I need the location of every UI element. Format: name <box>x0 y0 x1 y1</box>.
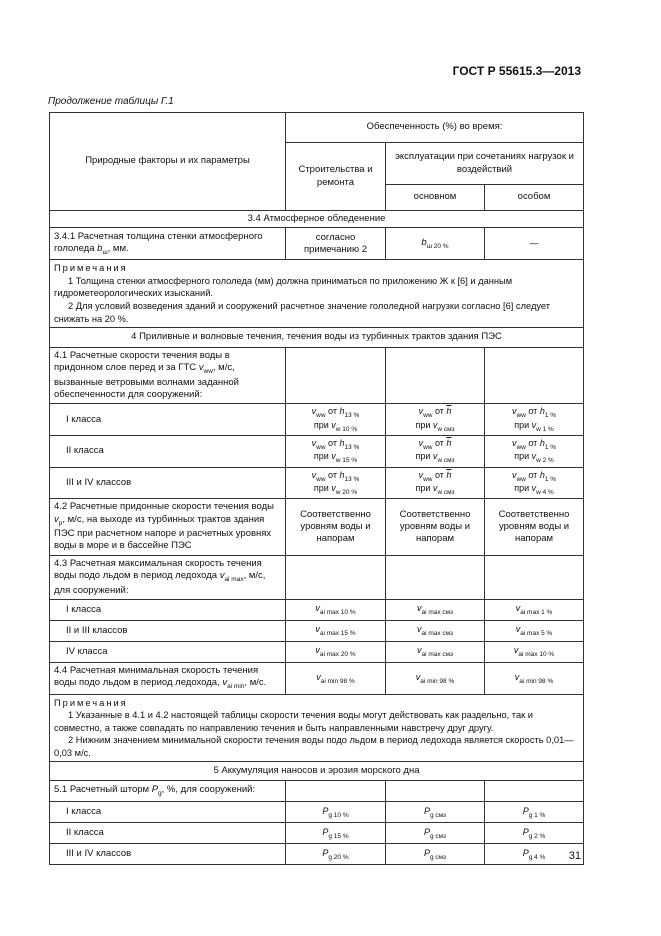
cell-special: — <box>485 228 584 260</box>
note-1: 1 Указанные в 4.1 и 4.2 настоящей таблицы скорости течения воды могут действовать как раздельно, так и совместно, а также совпадать по направлению течения и быть направленными навстречу друг другу. <box>54 710 533 733</box>
value-cell: $v_{ai min 98 \%}$ <box>485 663 584 695</box>
value-cell: $v_{ww}$ от $\overline{h}$ при $v_{w смз}$ <box>386 404 485 436</box>
class-label: I класса <box>50 802 286 823</box>
value-cell: $v_{ai max 10 \%}$ <box>286 600 386 621</box>
value-cell: $v_{ai max 5 \%}$ <box>485 621 584 642</box>
value-cell: $v_{ai min 98 \%}$ <box>286 663 386 695</box>
class-label: III и IV классов <box>50 844 286 865</box>
row-label: 4.4 Расчетная минимальная скорость течения воды подо льдом в период ледохода, $v_{ai min}$, м/с. <box>50 663 286 695</box>
value-cell: $P_{g 1 \%}$ <box>485 802 584 823</box>
row-label: 4.3 Расчетная максимальная скорость течения воды подо льдом в период ледохода $v_{ai max}$, м/с, для сооружений: <box>50 556 286 600</box>
row-label: 4.2 Расчетные придонные скорости течения воды $v_p$, м/с, на выходе из турбинных трактов здания ПЭС при расчетном напоре и расчетных уровнях воды в море и в бассейне ПЭС <box>50 499 286 556</box>
header-provision: Обеспеченность (%) во время: <box>286 113 584 143</box>
cell-basic: $b_{ш 20 \%}$ <box>386 228 485 260</box>
note-2: 2 Нижним значением минимальной скорости течения воды подо льдом в период ледохода является скорость 0,01—0,03 м/с. <box>54 735 574 758</box>
row-label: 5.1 Расчетный шторм $P_g$, %, для сооружений: <box>50 781 286 802</box>
page-number: 31 <box>568 850 581 862</box>
value-cell: $v_{ai max 20 \%}$ <box>286 642 386 663</box>
value-cell: $v_{ai max 1 \%}$ <box>485 600 584 621</box>
value-cell: $v_{ww}$ от $h_{1 \%}$ при $v_{w 2 \%}$ <box>485 435 584 467</box>
value-cell: $v_{ww}$ от $h_{13 \%}$ при $v_{w 15 \%}$ <box>286 435 386 467</box>
value-cell: $v_{ai max 10 \%}$ <box>485 642 584 663</box>
row-label: 4.1 Расчетные скорости течения воды в придонном слое перед и за ГТС $v_{ww}$, м/с, вызванные ветровыми волнами заданной обеспеченности для сооружений: <box>50 348 286 404</box>
value-cell: $P_{g 10 \%}$ <box>286 802 386 823</box>
value-cell: $v_{ai max смз}$ <box>386 642 485 663</box>
class-label: IV класса <box>50 642 286 663</box>
value-cell: $v_{ww}$ от $h_{1 \%}$ при $v_{w 4 \%}$ <box>485 467 584 499</box>
header-basic: основном <box>386 185 485 211</box>
class-label: II и III классов <box>50 621 286 642</box>
class-label: II класса <box>50 823 286 844</box>
notes-block <box>50 694 584 762</box>
class-label: I класса <box>50 404 286 436</box>
value-cell: $v_{ai max смз}$ <box>386 621 485 642</box>
header-construction: Строительства и ремонта <box>286 143 386 211</box>
notes-block <box>50 260 584 328</box>
note-2: 2 Для условий возведения зданий и сооружений расчетное значение гололедной нагрузки согласно [6] следует снижать на 20 %. <box>54 300 551 324</box>
value-cell: $v_{ai min 98 \%}$ <box>386 663 485 695</box>
standard-number: ГОСТ Р 55615.3—2013 <box>452 64 581 78</box>
class-label: III и IV классов <box>50 467 286 499</box>
value-cell: $v_{ww}$ от $\overline{h}$ при $v_{w смз}$ <box>386 467 485 499</box>
section-title: 5 Аккумуляция наносов и эрозия морского дна <box>50 762 584 781</box>
value-cell: $v_{ww}$ от $h_{13 \%}$ при $v_{w 10 \%}$ <box>286 404 386 436</box>
value-cell: $P_{g 4 \%}$ <box>485 844 584 865</box>
header-special: особом <box>485 185 584 211</box>
row-label: 3.4.1 Расчетная толщина стенки атмосферного гололеда $b_ш$, мм. <box>50 228 286 260</box>
value-cell: Соответственно уровням воды и напорам <box>485 499 584 556</box>
value-cell: Соответственно уровням воды и напорам <box>386 499 485 556</box>
header-factors: Природные факторы и их параметры <box>50 113 286 211</box>
value-cell: $P_{g смз}$ <box>386 802 485 823</box>
value-cell: $v_{ww}$ от $h_{1 \%}$ при $v_{w 1 \%}$ <box>485 404 584 436</box>
value-cell: $v_{ww}$ от $h_{13 \%}$ при $v_{w 20 \%}$ <box>286 467 386 499</box>
section-title: 4 Приливные и волновые течения, течения воды из турбинных трактов здания ПЭС <box>50 328 584 348</box>
header-operation: эксплуатации при сочетаниях нагрузок и воздействий <box>386 143 584 185</box>
value-cell: $P_{g 20 \%}$ <box>286 844 386 865</box>
section-title: 3.4 Атмосферное обледенение <box>50 211 584 228</box>
table-continuation: Продолжение таблицы Г.1 <box>48 96 174 107</box>
parameters-table <box>49 112 584 865</box>
value-cell: $P_{g 2 \%}$ <box>485 823 584 844</box>
class-label: II класса <box>50 435 286 467</box>
note-title: Примечания <box>54 263 128 274</box>
value-cell: $v_{ww}$ от $\overline{h}$ при $v_{w смз}$ <box>386 435 485 467</box>
value-cell: $P_{g смз}$ <box>386 844 485 865</box>
class-label: I класса <box>50 600 286 621</box>
note-title: Примечания <box>54 697 128 708</box>
cell-construction: согласно примечанию 2 <box>286 228 386 260</box>
value-cell: $P_{g 15 \%}$ <box>286 823 386 844</box>
value-cell: $v_{ai max 15 \%}$ <box>286 621 386 642</box>
value-cell: Соответственно уровням воды и напорам <box>286 499 386 556</box>
value-cell: $P_{g смз}$ <box>386 823 485 844</box>
note-1: 1 Толщина стенки атмосферного гололеда (мм) должна приниматься по приложению Ж к [6] и данным гидрометеорологических изысканий. <box>54 275 513 299</box>
value-cell: $v_{ai max смз}$ <box>386 600 485 621</box>
